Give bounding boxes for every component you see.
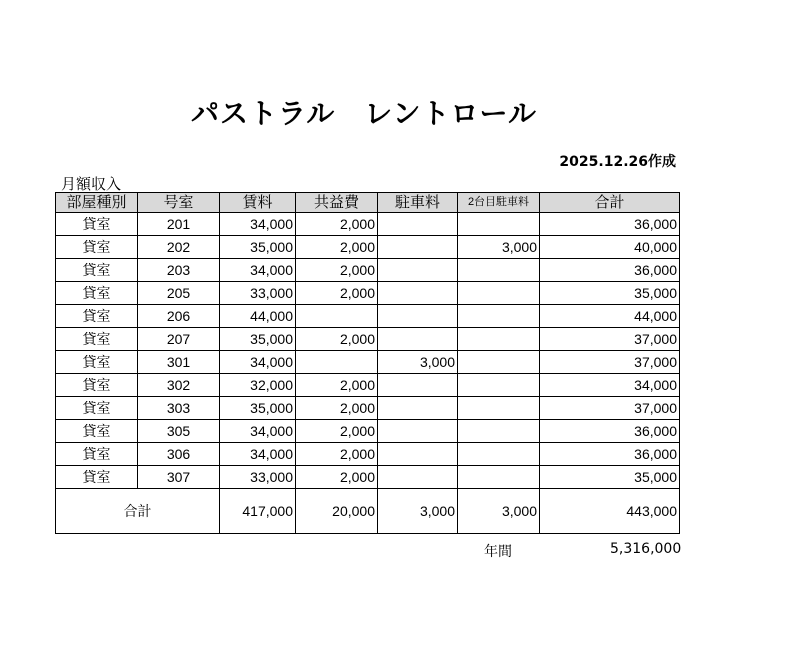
cell-rent: 44,000 [220, 305, 296, 328]
totals-rent: 417,000 [220, 489, 296, 534]
cell-room-type: 貸室 [56, 397, 138, 420]
annual-value: 5,316,000 [610, 541, 682, 557]
cell-second-parking [458, 328, 540, 351]
cell-total: 37,000 [540, 397, 680, 420]
page-title: パストラル レントロール [191, 97, 537, 130]
cell-common-fee: 2,000 [296, 374, 378, 397]
cell-rent: 34,000 [220, 259, 296, 282]
cell-parking: 3,000 [378, 351, 458, 374]
cell-room-type: 貸室 [56, 328, 138, 351]
cell-total: 36,000 [540, 443, 680, 466]
cell-rent: 35,000 [220, 328, 296, 351]
cell-rent: 34,000 [220, 420, 296, 443]
cell-room-number: 301 [138, 351, 220, 374]
cell-room-number: 202 [138, 236, 220, 259]
cell-room-number: 307 [138, 466, 220, 489]
cell-parking [378, 259, 458, 282]
cell-rent: 35,000 [220, 236, 296, 259]
cell-total: 36,000 [540, 259, 680, 282]
cell-total: 40,000 [540, 236, 680, 259]
rent-roll-table [55, 192, 680, 534]
annual-label: 年間 [484, 544, 512, 560]
cell-common-fee: 2,000 [296, 236, 378, 259]
cell-rent: 34,000 [220, 213, 296, 236]
cell-parking [378, 236, 458, 259]
cell-second-parking [458, 420, 540, 443]
cell-total: 36,000 [540, 213, 680, 236]
cell-room-type: 貸室 [56, 443, 138, 466]
table-row [56, 443, 680, 466]
cell-second-parking: 3,000 [458, 236, 540, 259]
cell-common-fee: 2,000 [296, 328, 378, 351]
cell-common-fee: 2,000 [296, 466, 378, 489]
cell-parking [378, 282, 458, 305]
cell-second-parking [458, 213, 540, 236]
cell-second-parking [458, 305, 540, 328]
table-header-row [56, 193, 680, 213]
table-row [56, 374, 680, 397]
totals-parking: 3,000 [378, 489, 458, 534]
cell-second-parking [458, 259, 540, 282]
totals-total: 443,000 [540, 489, 680, 534]
cell-rent: 32,000 [220, 374, 296, 397]
cell-rent: 33,000 [220, 466, 296, 489]
cell-room-number: 303 [138, 397, 220, 420]
cell-room-type: 貸室 [56, 305, 138, 328]
cell-rent: 34,000 [220, 351, 296, 374]
cell-second-parking [458, 351, 540, 374]
cell-common-fee: 2,000 [296, 443, 378, 466]
cell-room-number: 206 [138, 305, 220, 328]
table-row [56, 397, 680, 420]
table-row [56, 328, 680, 351]
cell-parking [378, 466, 458, 489]
cell-total: 35,000 [540, 282, 680, 305]
cell-parking [378, 420, 458, 443]
table-row [56, 236, 680, 259]
table-row [56, 466, 680, 489]
cell-room-number: 302 [138, 374, 220, 397]
cell-room-number: 205 [138, 282, 220, 305]
table-row [56, 259, 680, 282]
table-row [56, 282, 680, 305]
cell-parking [378, 213, 458, 236]
cell-room-type: 貸室 [56, 351, 138, 374]
cell-common-fee: 2,000 [296, 420, 378, 443]
cell-common-fee: 2,000 [296, 397, 378, 420]
cell-total: 34,000 [540, 374, 680, 397]
table-row [56, 305, 680, 328]
header-second-parking: 2台目駐車料 [458, 193, 540, 213]
cell-room-type: 貸室 [56, 259, 138, 282]
cell-second-parking [458, 282, 540, 305]
cell-room-type: 貸室 [56, 374, 138, 397]
cell-rent: 33,000 [220, 282, 296, 305]
cell-room-type: 貸室 [56, 420, 138, 443]
cell-room-type: 貸室 [56, 466, 138, 489]
table-row [56, 351, 680, 374]
cell-total: 37,000 [540, 328, 680, 351]
totals-common: 20,000 [296, 489, 378, 534]
cell-room-number: 203 [138, 259, 220, 282]
cell-room-number: 201 [138, 213, 220, 236]
cell-room-number: 305 [138, 420, 220, 443]
cell-total: 44,000 [540, 305, 680, 328]
cell-room-number: 207 [138, 328, 220, 351]
cell-parking [378, 305, 458, 328]
header-total: 合計 [540, 193, 680, 213]
cell-second-parking [458, 374, 540, 397]
table-row [56, 213, 680, 236]
totals-row [56, 489, 680, 534]
cell-common-fee: 2,000 [296, 213, 378, 236]
totals-label: 合計 [56, 489, 220, 534]
created-date: 2025.12.26作成 [559, 154, 676, 170]
cell-second-parking [458, 397, 540, 420]
cell-common-fee [296, 351, 378, 374]
cell-total: 37,000 [540, 351, 680, 374]
cell-room-type: 貸室 [56, 282, 138, 305]
cell-rent: 35,000 [220, 397, 296, 420]
cell-total: 36,000 [540, 420, 680, 443]
cell-second-parking [458, 443, 540, 466]
cell-parking [378, 443, 458, 466]
cell-common-fee [296, 305, 378, 328]
header-room-number: 号室 [138, 193, 220, 213]
header-room-type: 部屋種別 [56, 193, 138, 213]
cell-total: 35,000 [540, 466, 680, 489]
header-parking: 駐車料 [378, 193, 458, 213]
header-common-fee: 共益費 [296, 193, 378, 213]
cell-rent: 34,000 [220, 443, 296, 466]
cell-parking [378, 328, 458, 351]
cell-parking [378, 374, 458, 397]
cell-common-fee: 2,000 [296, 259, 378, 282]
header-rent: 賃料 [220, 193, 296, 213]
table-row [56, 420, 680, 443]
cell-common-fee: 2,000 [296, 282, 378, 305]
cell-parking [378, 397, 458, 420]
cell-room-type: 貸室 [56, 236, 138, 259]
cell-second-parking [458, 466, 540, 489]
section-label: 月額収入 [61, 175, 122, 193]
cell-room-type: 貸室 [56, 213, 138, 236]
totals-parking2: 3,000 [458, 489, 540, 534]
cell-room-number: 306 [138, 443, 220, 466]
